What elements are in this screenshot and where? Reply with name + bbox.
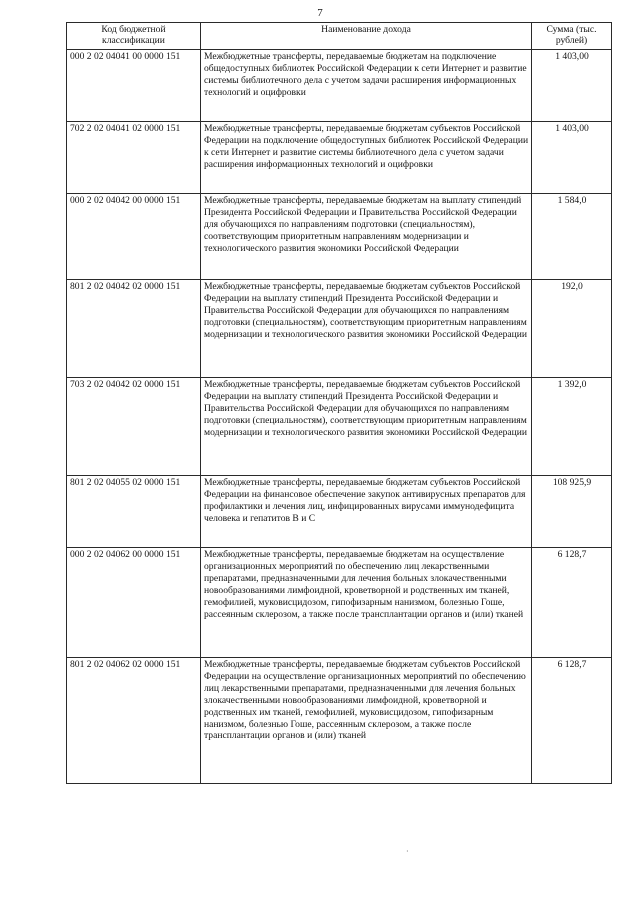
header-code: Код бюджетной классификации: [67, 23, 201, 50]
table-row: [67, 280, 612, 378]
row-code: 702 2 02 04041 02 0000 151: [67, 122, 201, 194]
row-name: Межбюджетные трансферты, передаваемые бюджетам субъектов Российской Федерации на выплату стипендий Президента Российской Федерации и Правительства Российской Федерации для обучающихся по направлениям подготовки (специальностям), соответствующим приоритетным направлениям модернизации и технологического развития экономики Российской Федерации: [201, 378, 532, 476]
table-header-row: [67, 23, 612, 50]
row-name: Межбюджетные трансферты, передаваемые бюджетам субъектов Российской Федерации на финансовое обеспечение закупок антивирусных препаратов для профилактики и лечения лиц, инфицированных вирусами иммунодефицита человека и гепатитов В и С: [201, 476, 532, 548]
row-sum: 6 128,7: [532, 658, 612, 784]
row-sum: 1 403,00: [532, 50, 612, 122]
table-row: [67, 658, 612, 784]
row-sum: 192,0: [532, 280, 612, 378]
table-row: [67, 50, 612, 122]
table-row: [67, 548, 612, 658]
row-sum: 1 403,00: [532, 122, 612, 194]
header-sum: Сумма (тыс. рублей): [532, 23, 612, 50]
revenue-table: [66, 22, 612, 784]
row-code: 801 2 02 04042 02 0000 151: [67, 280, 201, 378]
row-name: Межбюджетные трансферты, передаваемые бюджетам субъектов Российской Федерации на подключение общедоступных библиотек Российской Федерации к сети Интернет и развитие системы библиотечного дела с учетом задачи расширения информационных технологий и оцифровки: [201, 122, 532, 194]
table-row: [67, 378, 612, 476]
row-code: 801 2 02 04062 02 0000 151: [67, 658, 201, 784]
row-code: 000 2 02 04042 00 0000 151: [67, 194, 201, 280]
row-code: 000 2 02 04041 00 0000 151: [67, 50, 201, 122]
row-name: Межбюджетные трансферты, передаваемые бюджетам на выплату стипендий Президента Российской Федерации и Правительства Российской Федерации для обучающихся по направлениям подготовки (специальностям), соответствующим приоритетным направлениям модернизации и технологического развития экономики Российской Федерации: [201, 194, 532, 280]
row-sum: 1 392,0: [532, 378, 612, 476]
table-row: [67, 122, 612, 194]
header-name: Наименование дохода: [201, 23, 532, 50]
row-code: 703 2 02 04042 02 0000 151: [67, 378, 201, 476]
table-row: [67, 476, 612, 548]
row-name: Межбюджетные трансферты, передаваемые бюджетам на подключение общедоступных библиотек Российской Федерации к сети Интернет и развитие системы библиотечного дела с учетом задачи расширения информационных технологий и оцифровки: [201, 50, 532, 122]
row-code: 000 2 02 04062 00 0000 151: [67, 548, 201, 658]
row-name: Межбюджетные трансферты, передаваемые бюджетам субъектов Российской Федерации на выплату стипендий Президента Российской Федерации и Правительства Российской Федерации для обучающихся по направлениям подготовки (специальностям), соответствующим приоритетным направлениям модернизации и технологического развития экономики Российской Федерации: [201, 280, 532, 378]
row-name: Межбюджетные трансферты, передаваемые бюджетам субъектов Российской Федерации на осуществление организационных мероприятий по обеспечению лиц лекарственными препаратами, предназначенными для лечения больных злокачественными новообразованиями лимфоидной, кроветворной и родственных им тканей, гемофилией, муковисцидозом, гипофизарным нанизмом, болезнью Гоше, рассеянным склерозом, а также после трансплантации органов и (или) тканей: [201, 658, 532, 784]
row-name: Межбюджетные трансферты, передаваемые бюджетам на осуществление организационных мероприятий по обеспечению лиц лекарственными препаратами, предназначенными для лечения больных злокачественными новообразованиями лимфоидной, кроветворной и родственных им тканей, гемофилией, муковисцидозом, гипофизарным нанизмом, болезнью Гоше, рассеянным склерозом, а также после трансплантации органов и (или) тканей: [201, 548, 532, 658]
row-code: 801 2 02 04055 02 0000 151: [67, 476, 201, 548]
row-sum: 108 925,9: [532, 476, 612, 548]
scan-speck: ·: [406, 847, 409, 856]
page-number: 7: [317, 7, 323, 19]
table-row: [67, 194, 612, 280]
row-sum: 6 128,7: [532, 548, 612, 658]
row-sum: 1 584,0: [532, 194, 612, 280]
